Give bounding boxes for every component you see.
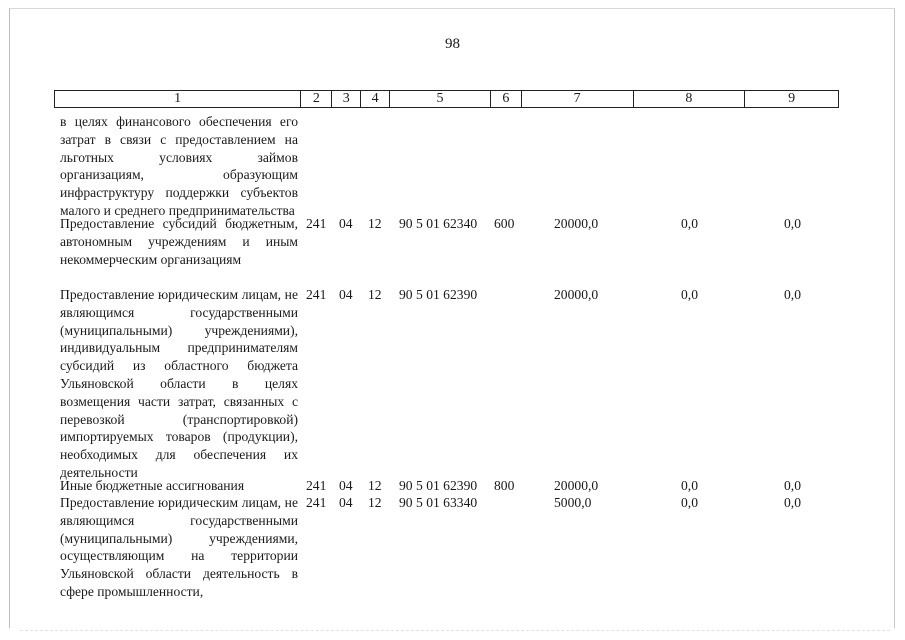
column-header-8: 8 [634,91,746,107]
cell-amount-2: 0,0 [681,495,698,510]
cell-amount-2: 0,0 [681,478,698,493]
cell-expense-type: 800 [494,478,515,493]
cell-target-article: 90 5 01 62340 [399,216,478,231]
cell-ministry: 241 [306,216,327,231]
column-header-6: 6 [491,91,522,107]
cell-target-article: 90 5 01 63340 [399,495,478,510]
column-header-4: 4 [361,91,390,107]
row-description: Иные бюджетные ассигнования [60,478,245,493]
cell-amount-3: 0,0 [784,216,801,231]
cell-target-article: 90 5 01 62390 [399,287,478,302]
column-header-2: 2 [301,91,332,107]
row-description: Предоставление юридическим лицам, не являющимся государственными (муниципальными) учреждениями, осуществляющим на территории Ульяновской области деятельность в сфере промышленности, [60,495,298,599]
cell-target-article: 90 5 01 62390 [399,478,478,493]
cell-subsection: 12 [368,287,382,302]
cell-amount-3: 0,0 [784,495,801,510]
column-header-3: 3 [332,91,361,107]
page-number: 98 [445,36,460,52]
cell-section: 04 [339,495,353,510]
column-header-7: 7 [522,91,634,107]
cell-subsection: 12 [368,216,382,231]
row-description: в целях финансового обеспечения его затрат в связи с предоставлением на льготных условиях займов организациям, образующим инфраструктуру поддержки субъектов малого и среднего предпринимательства [60,114,298,218]
cell-amount-3: 0,0 [784,287,801,302]
cell-section: 04 [339,216,353,231]
column-header-1: 1 [55,91,301,107]
cell-amount-2: 0,0 [681,216,698,231]
bottom-rule [20,630,890,631]
cell-ministry: 241 [306,495,327,510]
cell-amount-1: 20000,0 [554,287,599,302]
row-description: Предоставление субсидий бюджетным, автономным учреждениям и иным некоммерческим организациям [60,216,298,267]
cell-amount-3: 0,0 [784,478,801,493]
table-header [54,90,839,108]
cell-amount-2: 0,0 [681,287,698,302]
cell-ministry: 241 [306,287,327,302]
row-description: Предоставление юридическим лицам, не являющимся государственными (муниципальными) учреждениями), индивидуальным предпринимателям субсидий из областного бюджета Ульяновской области в целях возмещения части затрат, связанных с перевозкой (транспортировкой) импортируемых товаров (продукции), необходимых для обеспечения их деятельности [60,287,298,480]
cell-section: 04 [339,287,353,302]
cell-amount-1: 5000,0 [554,495,592,510]
cell-expense-type: 600 [494,216,515,231]
cell-subsection: 12 [368,478,382,493]
cell-amount-1: 20000,0 [554,478,599,493]
column-header-5: 5 [390,91,491,107]
cell-ministry: 241 [306,478,327,493]
cell-subsection: 12 [368,495,382,510]
cell-amount-1: 20000,0 [554,216,599,231]
cell-section: 04 [339,478,353,493]
column-header-9: 9 [788,91,796,106]
